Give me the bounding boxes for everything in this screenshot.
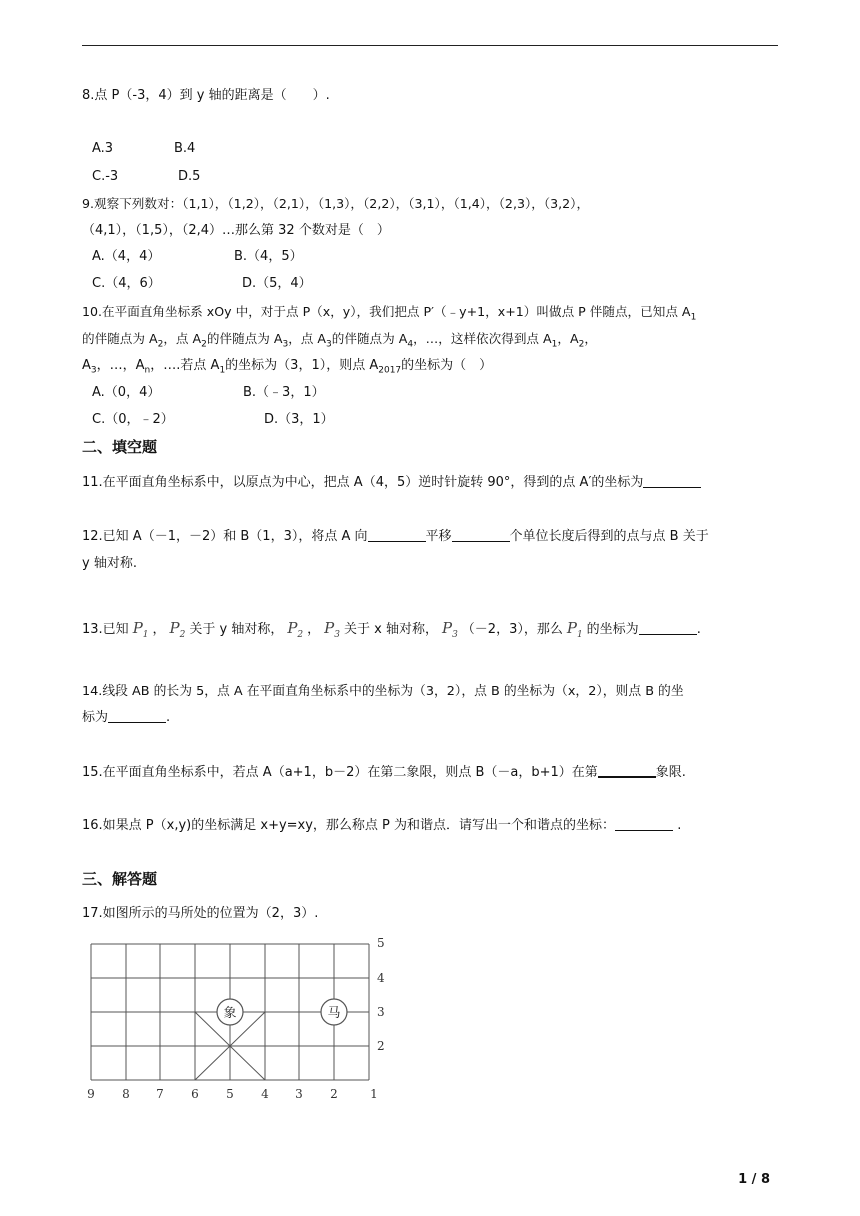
file-label: 9 [87, 1087, 95, 1101]
rank-label: 2 [377, 1039, 385, 1053]
piece-horse-label: 马 [327, 1006, 341, 1021]
file-label: 4 [261, 1087, 269, 1101]
p1-symbol: $P_1$ [566, 619, 583, 640]
q14-stem-line1: 14.线段 AB 的长为 5，点 A 在平面直角坐标系中的坐标为（3，2），点 B 的坐标为（x，2），则点 B 的坐 [82, 684, 684, 699]
q10-stem-line2: 的伴随点为 $A_2$，点 $A_2$的伴随点为 $A_3$，点 $A_3$的伴随点为 $A_4$，…，这样依次得到点 $A_1$，$A_2$， [82, 331, 597, 350]
q12-stem-line2: y 轴对称. [82, 556, 137, 571]
rank-label: 5 [377, 936, 385, 950]
file-label: 3 [295, 1087, 303, 1101]
p2-symbol: $P_2$ [169, 619, 186, 640]
q10-option-c: C.（0，﹣2） [92, 412, 174, 427]
piece-horse [321, 999, 347, 1025]
header-rule [82, 45, 778, 46]
q11-answer-blank[interactable] [643, 473, 701, 488]
q10-stem-line3: $A_3$，…，$A_n$，….若点 $A_1$的坐标为（3，1），则点 $A_{2017}$的坐标为（ ） [82, 358, 493, 376]
q15-answer-blank[interactable] [598, 762, 656, 778]
q14-stem-line2: 标为 . [82, 710, 171, 725]
q9-stem-line2: （4,1），（1,5），（2,4）…那么第 32 个数对是（ ） [82, 223, 390, 238]
q16-stem: 16.如果点 P（x,y)的坐标满足 x+y=xy，那么称点 P 为和谐点．请写出一个和谐点的坐标： . [82, 818, 682, 833]
p3-symbol: $P_3$ [441, 619, 458, 640]
q13-stem: 13.已知 $P_1$ ， $P_2$ 关于 y 轴对称， $P_2$ ， $P_3$ 关于 x 轴对称， $P_3$ （－2，3），那么 $P_1$ 的坐标为 . [82, 619, 701, 640]
q14-answer-blank[interactable] [108, 708, 166, 723]
page-number: 1 / 8 [738, 1172, 770, 1187]
section-fill-in-heading: 二、填空题 [82, 438, 158, 456]
file-label: 5 [226, 1087, 234, 1101]
p3-symbol: $P_3$ [324, 619, 340, 640]
file-label: 2 [330, 1087, 338, 1101]
q10-option-a: A.（0，4） [92, 385, 161, 400]
q9-option-a: A.（4，4） [92, 249, 161, 264]
file-label: 7 [156, 1087, 164, 1101]
q8-option-a: A.3 [92, 141, 114, 156]
q12-stem-line1: 12.已知 A（－1，－2）和 B（1，3），将点 A 向 平移 个单位长度后得到的点与点 B 关于 [82, 529, 709, 544]
q9-option-c: C.（4，6） [92, 276, 161, 291]
q15-stem: 15.在平面直角坐标系中，若点 A（a+1，b－2）在第二象限，则点 B（－a，b+1）在第 象限. [82, 762, 686, 783]
q8-option-b: B.4 [174, 141, 196, 156]
rank-label: 4 [377, 971, 385, 985]
q12-distance-blank[interactable] [452, 527, 510, 542]
q11-stem: 11.在平面直角坐标系中，以原点为中心，把点 A（4，5）逆时针旋转 90°，得到的点 A′的坐标为 [82, 473, 701, 493]
q10-option-d: D.（3，1） [264, 412, 334, 427]
q17-stem: 17.如图所示的马所处的位置为（2，3）. [82, 906, 319, 921]
q16-answer-blank[interactable] [615, 816, 673, 831]
q9-option-b: B.（4，5） [234, 249, 303, 264]
chess-board-figure [86, 932, 396, 1104]
q9-option-d: D.（5，4） [242, 276, 312, 291]
file-label: 6 [191, 1087, 199, 1101]
q10-option-b: B.（﹣3，1） [243, 385, 325, 400]
q10-stem-line1: 10.在平面直角坐标系 xOy 中，对于点 P（x，y），我们把点 P′（﹣y+1，x+1）叫做点 P 伴随点，已知点 $A_1$ [82, 304, 697, 323]
q9-stem-line1: 9.观察下列数对：（1,1），（1,2），（2,1），（1,3），（2,2），（3,1），（1,4），（2,3），（3,2）， [82, 196, 590, 211]
piece-elephant [217, 999, 243, 1025]
q13-answer-blank[interactable] [639, 620, 697, 635]
q8-option-d: D.5 [178, 169, 201, 184]
section-solve-heading: 三、解答题 [82, 870, 158, 888]
q8-stem: 8.点 P（-3，4）到 y 轴的距离是（ ）. [82, 88, 330, 103]
file-label: 1 [370, 1087, 378, 1101]
p1-symbol: $P_1$ [132, 619, 149, 640]
q12-direction-blank[interactable] [368, 527, 426, 542]
rank-label: 3 [377, 1005, 385, 1019]
q8-option-c: C.-3 [92, 169, 119, 184]
p2-symbol: $P_2$ [287, 619, 304, 640]
file-label: 8 [122, 1087, 130, 1101]
piece-elephant-label: 象 [223, 1006, 237, 1021]
